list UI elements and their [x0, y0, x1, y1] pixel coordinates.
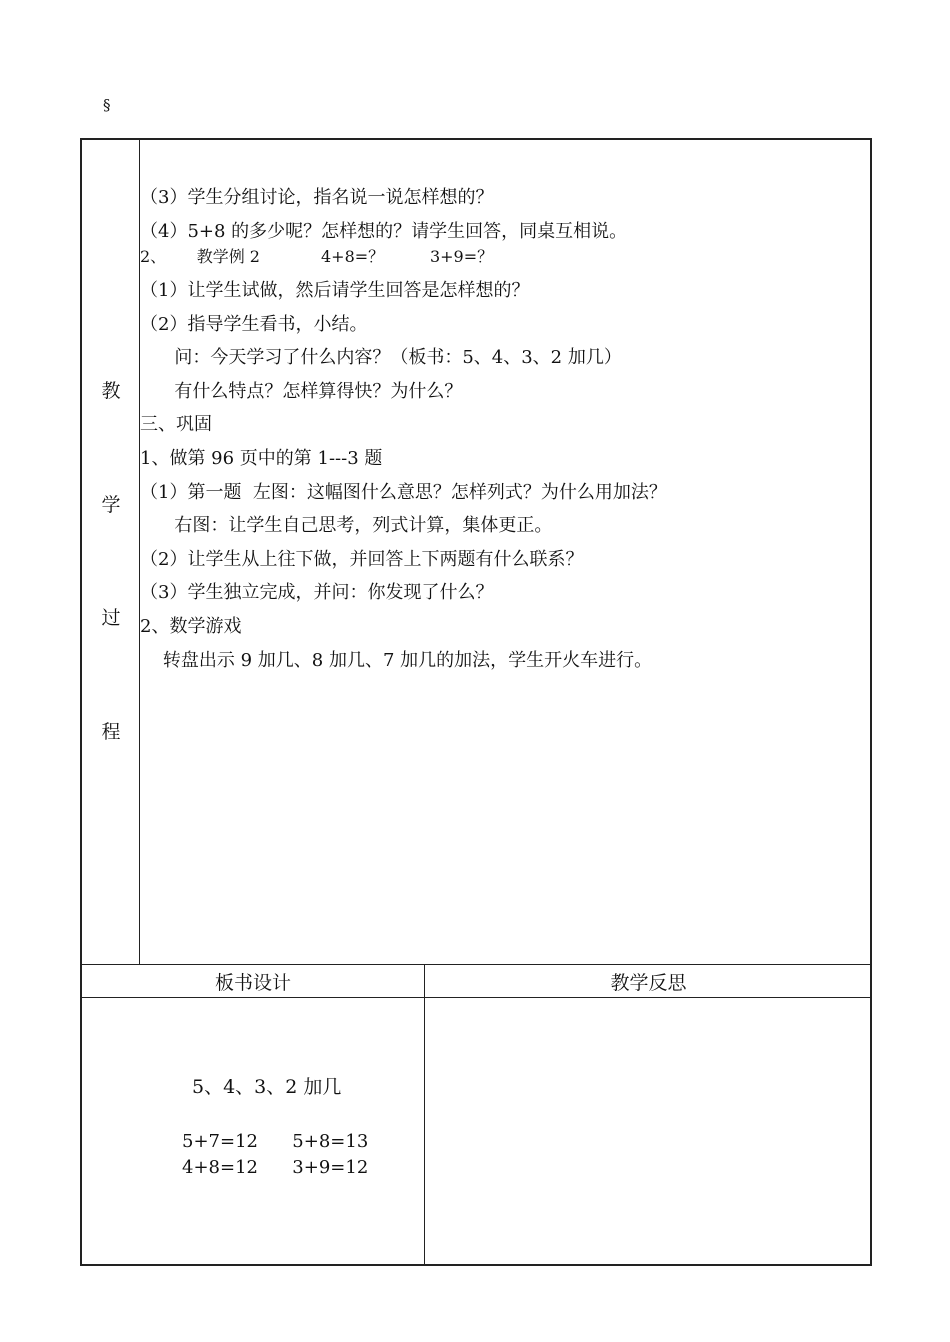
process-line: （1）第一题 左图：这幅图什么意思？怎样列式？为什么用加法？: [140, 482, 667, 503]
process-line: （3）学生分组讨论，指名说一说怎样想的？: [140, 187, 494, 208]
side-label-char: 程: [101, 721, 121, 743]
process-line: 有什么特点？怎样算得快？为什么？: [140, 381, 463, 402]
lesson-table: [80, 138, 872, 1266]
reflection-area: [425, 998, 872, 1264]
process-line: （1）让学生试做，然后请学生回答是怎样想的？: [140, 280, 530, 301]
section-mark: §: [103, 96, 111, 114]
process-line: 问：今天学习了什么内容？（板书：5、4、3、2 加几）: [140, 347, 622, 368]
board-equation-row: 4+8=12 3+9=12: [182, 1157, 369, 1178]
process-line: 2、数学游戏: [140, 616, 242, 637]
board-design-header: 板书设计: [214, 972, 291, 994]
section-divider: [82, 964, 872, 965]
process-line: 2、 教学例 2 4+8=？ 3+9=？: [140, 247, 494, 266]
process-line: 1、做第 96 页中的第 1---3 题: [140, 448, 383, 469]
process-line: （2）让学生从上往下做，并回答上下两题有什么联系？: [140, 549, 584, 570]
process-line: 右图：让学生自己思考，列式计算，集体更正。: [140, 515, 553, 536]
side-label-char: 学: [101, 494, 121, 516]
board-title: 5、4、3、2 加几: [192, 1076, 342, 1098]
reflection-header: 教学反思: [610, 972, 687, 994]
process-line: （4）5+8 的多少呢？怎样想的？请学生回答，同桌互相说。: [140, 221, 628, 242]
board-equation-row: 5+7=12 5+8=13: [182, 1131, 369, 1152]
process-line: （2）指导学生看书，小结。: [140, 314, 368, 335]
process-line: （3）学生独立完成，并问：你发现了什么？: [140, 582, 494, 603]
side-label-char: 过: [101, 607, 121, 629]
process-line: 转盘出示 9 加几、8 加几、7 加几的加法，学生开火车进行。: [140, 650, 653, 671]
side-label-char: 教: [101, 380, 121, 402]
process-line: 三、巩固: [140, 414, 212, 435]
